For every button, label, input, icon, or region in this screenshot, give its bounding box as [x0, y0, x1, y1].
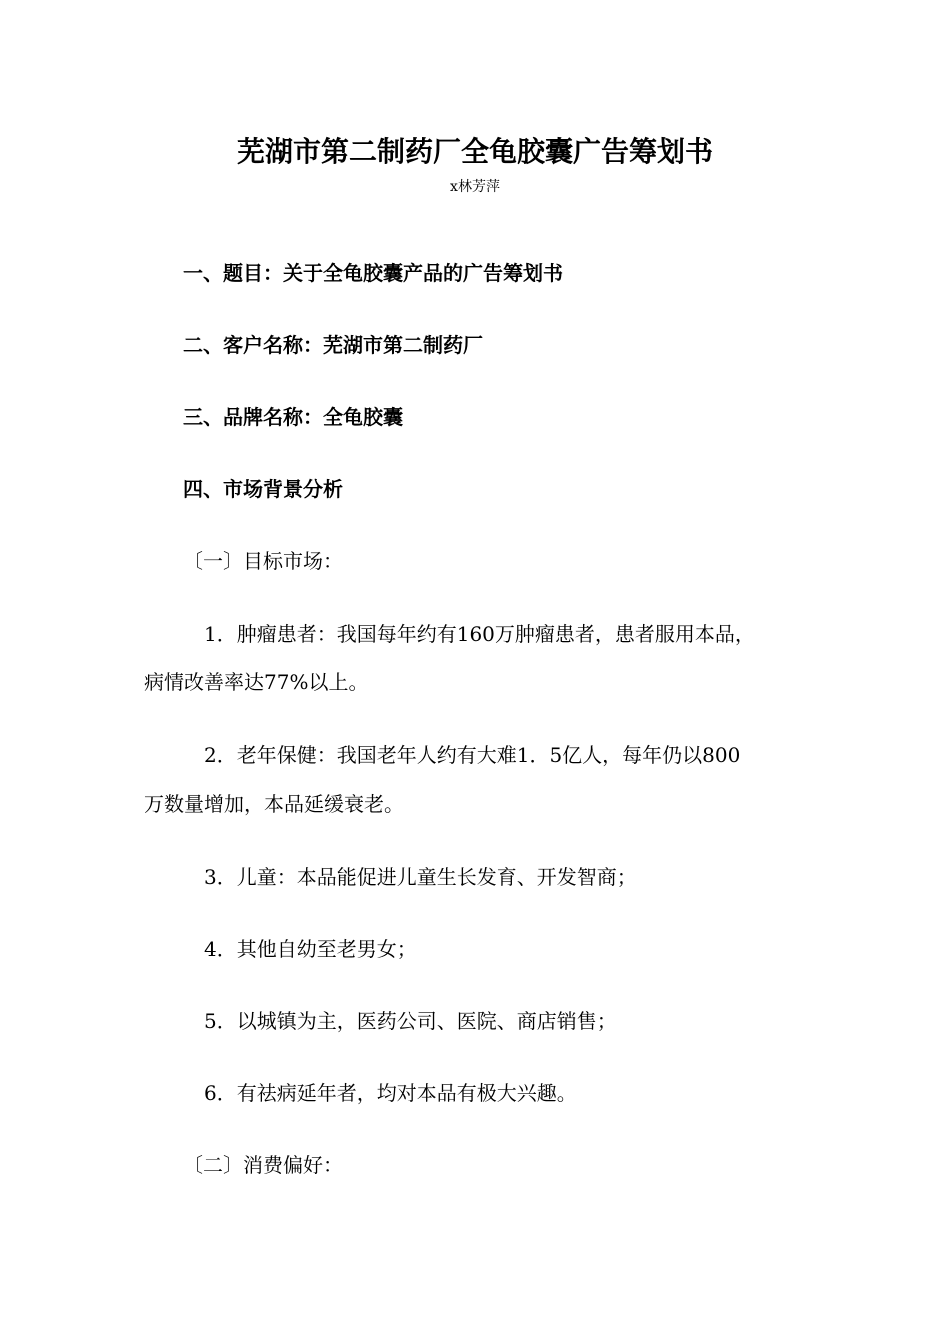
- list-item-sales-channels: 5．以城镇为主，医药公司、医院、商店销售；: [204, 1009, 617, 1033]
- document-title: 芜湖市第二制药厂全龟胶囊广告筹划书: [236, 135, 713, 168]
- list-item-tumor-patients-continued: 病情改善率达77%以上。: [144, 670, 369, 694]
- subsection-target-market: 〔一〕目标市场：: [183, 549, 343, 573]
- section-market-analysis: 四、市场背景分析: [183, 477, 343, 501]
- section-topic: 一、题目：关于全龟胶囊产品的广告筹划书: [183, 261, 563, 285]
- list-item-children: 3．儿童：本品能促进儿童生长发育、开发智商；: [204, 865, 637, 889]
- list-item-elderly-care-continued: 万数量增加，本品延缓衰老。: [144, 792, 404, 816]
- list-item-others: 4．其他自幼至老男女；: [204, 937, 417, 961]
- section-client-name: 二、客户名称：芜湖市第二制药厂: [183, 333, 483, 357]
- list-item-longevity-seekers: 6．有祛病延年者，均对本品有极大兴趣。: [204, 1081, 577, 1105]
- list-item-elderly-care: 2．老年保健：我国老年人约有大难1．5亿人，每年仍以800: [204, 743, 741, 767]
- subsection-consumer-preference: 〔二〕消费偏好：: [183, 1153, 343, 1177]
- author-line: x林芳萍: [450, 179, 500, 195]
- section-brand-name: 三、品牌名称：全龟胶囊: [183, 405, 403, 429]
- list-item-tumor-patients: 1．肿瘤患者：我国每年约有160万肿瘤患者，患者服用本品，: [204, 622, 755, 646]
